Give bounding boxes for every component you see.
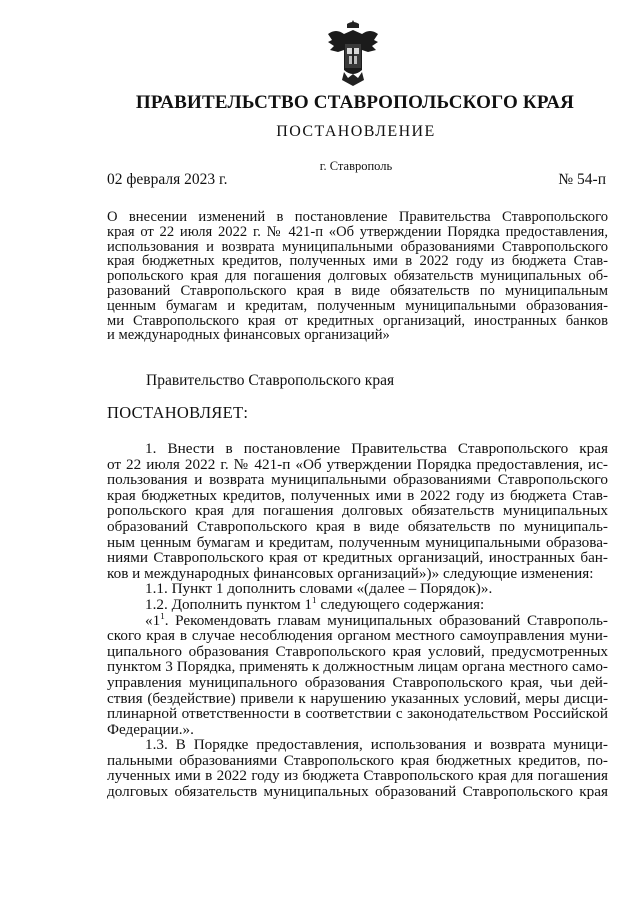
paragraph-1-line: ниями Ставропольского края от кредитных организаций, иностранных бан- [107, 550, 608, 566]
coat-of-arms-icon [326, 20, 380, 86]
paragraph-1-2-text: 1.2. Дополнить пунктом 1 [145, 596, 313, 613]
quoted-point-line: плинарной ответственности в соответствии с законодательством Российской [107, 706, 608, 722]
heading-line: использования и возврата муниципальными образованиями Ставропольского [107, 239, 608, 255]
heading-line: края бюджетных кредитов, полученных ими в 2022 году из бюджета Став- [107, 254, 608, 270]
document-type: ПОСТАНОВЛЕНИЕ [276, 123, 436, 140]
paragraph-1-line: ропольского края для погашения долговых обязательств муниципальных [107, 503, 608, 519]
quoted-point-number: «1 [145, 612, 161, 629]
resolves-heading: ПОСТАНОВЛЯЕТ: [107, 403, 249, 422]
paragraph-1-line: пользования и возврата муниципальными образованиями Ставропольского [107, 472, 608, 488]
paragraph-1-3-line: лученных ими в 2022 году из бюджета Ставропольского края для погашения [107, 768, 608, 785]
heading-line: ропольского края для погашения долговых обязательств муниципальных об- [107, 269, 608, 284]
heading-line: и международных финансовых организаций» [107, 328, 390, 344]
quoted-point-line: управления муниципального образования Ставропольского края, чьи дей- [107, 674, 608, 691]
paragraph-1-1-line: 1.1. Пункт 1 дополнить словами «(далее – Порядок)». [145, 581, 493, 597]
quoted-point-line: ского края в случае несоблюдения органом местного самоуправления муни- [107, 628, 608, 644]
heading-line: ми Ставропольского края от кредитных организаций, иностранных банков [107, 313, 608, 329]
city-label: г. Ставрополь [319, 159, 393, 173]
quoted-point-line: пунктом 3 Порядка, применять к должностным лицам органа местного само- [107, 659, 608, 675]
paragraph-1-3-line: долговых обязательств муниципальных образований Ставропольского края [107, 784, 608, 800]
document-heading [107, 210, 608, 343]
heading-line: ценным бумагам и кредитам, полученным муниципальными образования- [107, 298, 608, 314]
quoted-point-text: . Рекомендовать главам муниципальных образований Ставрополь- [164, 612, 608, 629]
paragraph-1-line: от 22 июля 2022 г. № 421-п «Об утверждении Порядка предоставления, ис- [107, 456, 608, 473]
government-title: ПРАВИТЕЛЬСТВО СТАВРОПОЛЬСКОГО КРАЯ [135, 92, 575, 113]
heading-line: края от 22 июля 2022 г. № 421-п «Об утверждении Порядка предоставления, [107, 224, 608, 240]
document-date: 02 февраля 2023 г. [107, 171, 228, 188]
quoted-point-line: Федерации.». [107, 721, 194, 738]
superscript-marker: 1 [160, 612, 165, 621]
quoted-point-line: ствия (бездействие) привели к нарушению указанных условий, меры дисци- [107, 690, 608, 707]
heading-line: О внесении изменений в постановление Правительства Ставропольского [107, 210, 608, 225]
paragraph-1-line: ков и международных финансовых организаций»)» следующие изменения: [107, 565, 594, 582]
quoted-point-line [107, 613, 608, 629]
heading-line: разований Ставропольского края в виде обязательств по муниципальным [107, 283, 608, 299]
government-line: Правительство Ставропольского края [146, 372, 395, 389]
superscript-marker: 1 [312, 596, 317, 605]
paragraph-1-line: 1. Внести в постановление Правительства Ставропольского края [145, 441, 608, 457]
document-body [107, 441, 608, 800]
paragraph-1-line: края бюджетных кредитов, полученных ими в 2022 году из бюджета Став- [107, 487, 608, 504]
quoted-point-line: ципального образования Ставропольского края условий, предусмотренных [107, 643, 608, 660]
paragraph-1-line: образований Ставропольского края в виде обязательств по муниципаль- [107, 518, 608, 535]
paragraph-1-line: ным ценным бумагам и кредитам, полученным муниципальными образова- [107, 534, 608, 551]
paragraph-1-3-line: 1.3. В Порядке предоставления, использования и возврата муници- [145, 737, 608, 753]
paragraph-1-2-line [107, 597, 608, 613]
paragraph-1-3-line: пальными образованиями Ставропольского края бюджетных кредитов, по- [107, 752, 608, 769]
document-number: № 54-п [558, 171, 606, 188]
paragraph-1-2-text-end: следующего содержания: [316, 596, 485, 613]
